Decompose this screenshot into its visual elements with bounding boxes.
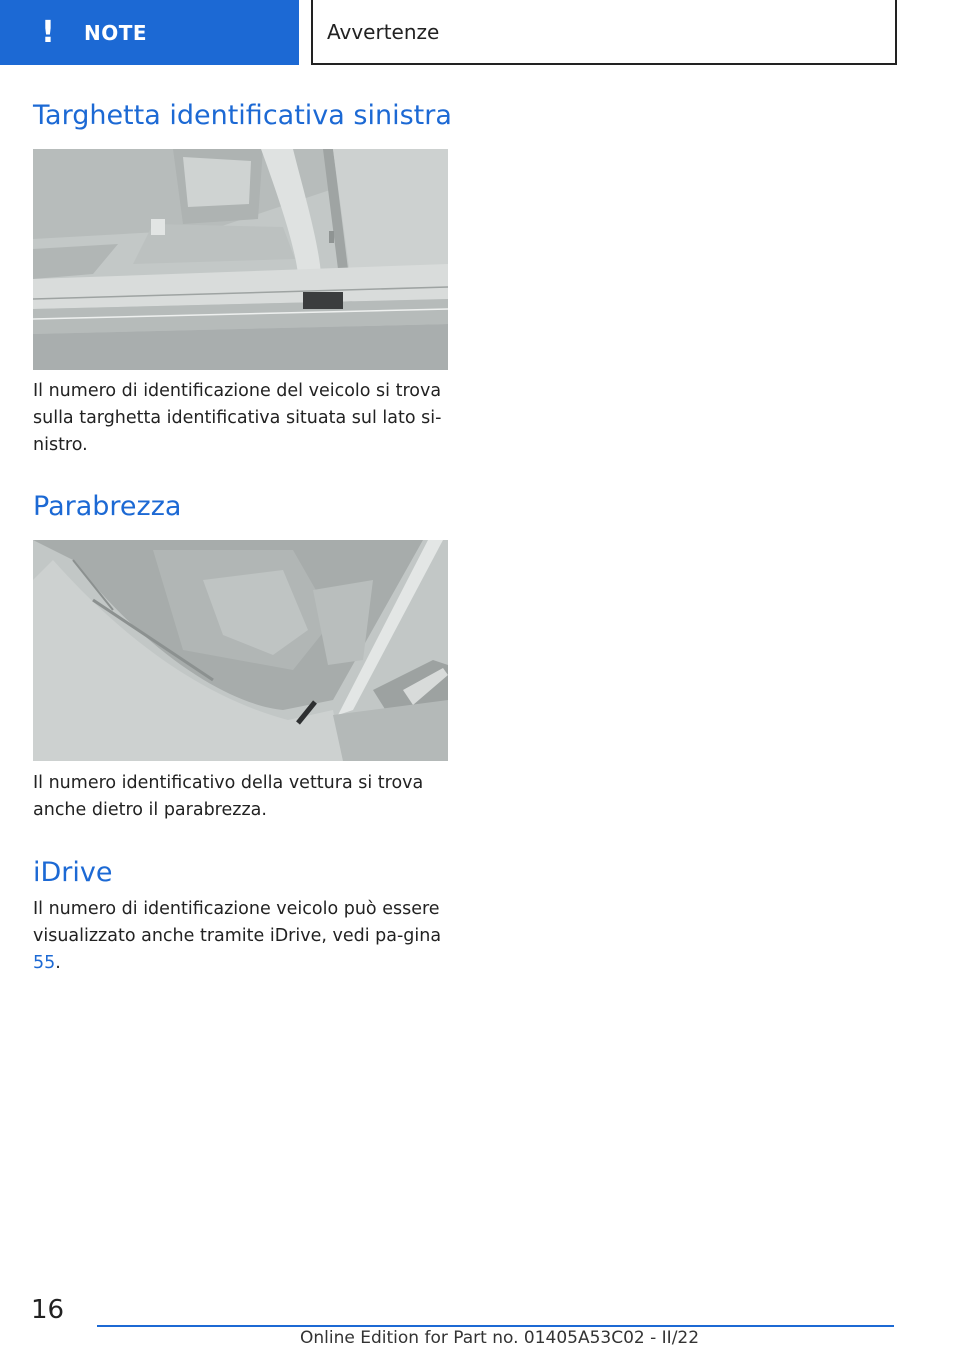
section-title-windshield: Parabrezza [33,491,182,522]
idrive-text-body: Il numero di identificazione veicolo può essere visualizzato anche tramite iDrive, vedi pa-gina [33,899,442,946]
footer-edition-text: Online Edition for Part no. 01405A53C02 - II/22 [300,1328,700,1348]
idrive-text-end: . [55,953,61,973]
windshield-illustration [33,540,448,761]
windshield-figure [33,540,448,761]
note-tab [0,0,299,65]
exclamation-icon: ! [41,15,55,50]
left-plate-figure [33,149,448,370]
section-tab [311,0,897,65]
windshield-text: Il numero identificativo della vettura si trova anche dietro il parabrezza. [33,773,424,820]
left-plate-text: Il numero di identificazione del veicolo si trova sulla targhetta identificativa situata sul lato si-nistro. [33,381,442,455]
footer-divider [97,1325,894,1327]
note-label: NOTE [84,20,148,45]
idrive-text [33,896,448,977]
page-number: 16 [31,1295,65,1325]
page-link-55[interactable]: 55 [33,953,56,973]
left-plate-illustration [33,149,448,370]
section-label: Avvertenze [327,19,440,44]
section-title-idrive: iDrive [33,857,113,888]
section-title-left-plate: Targhetta identificativa sinistra [33,100,452,131]
